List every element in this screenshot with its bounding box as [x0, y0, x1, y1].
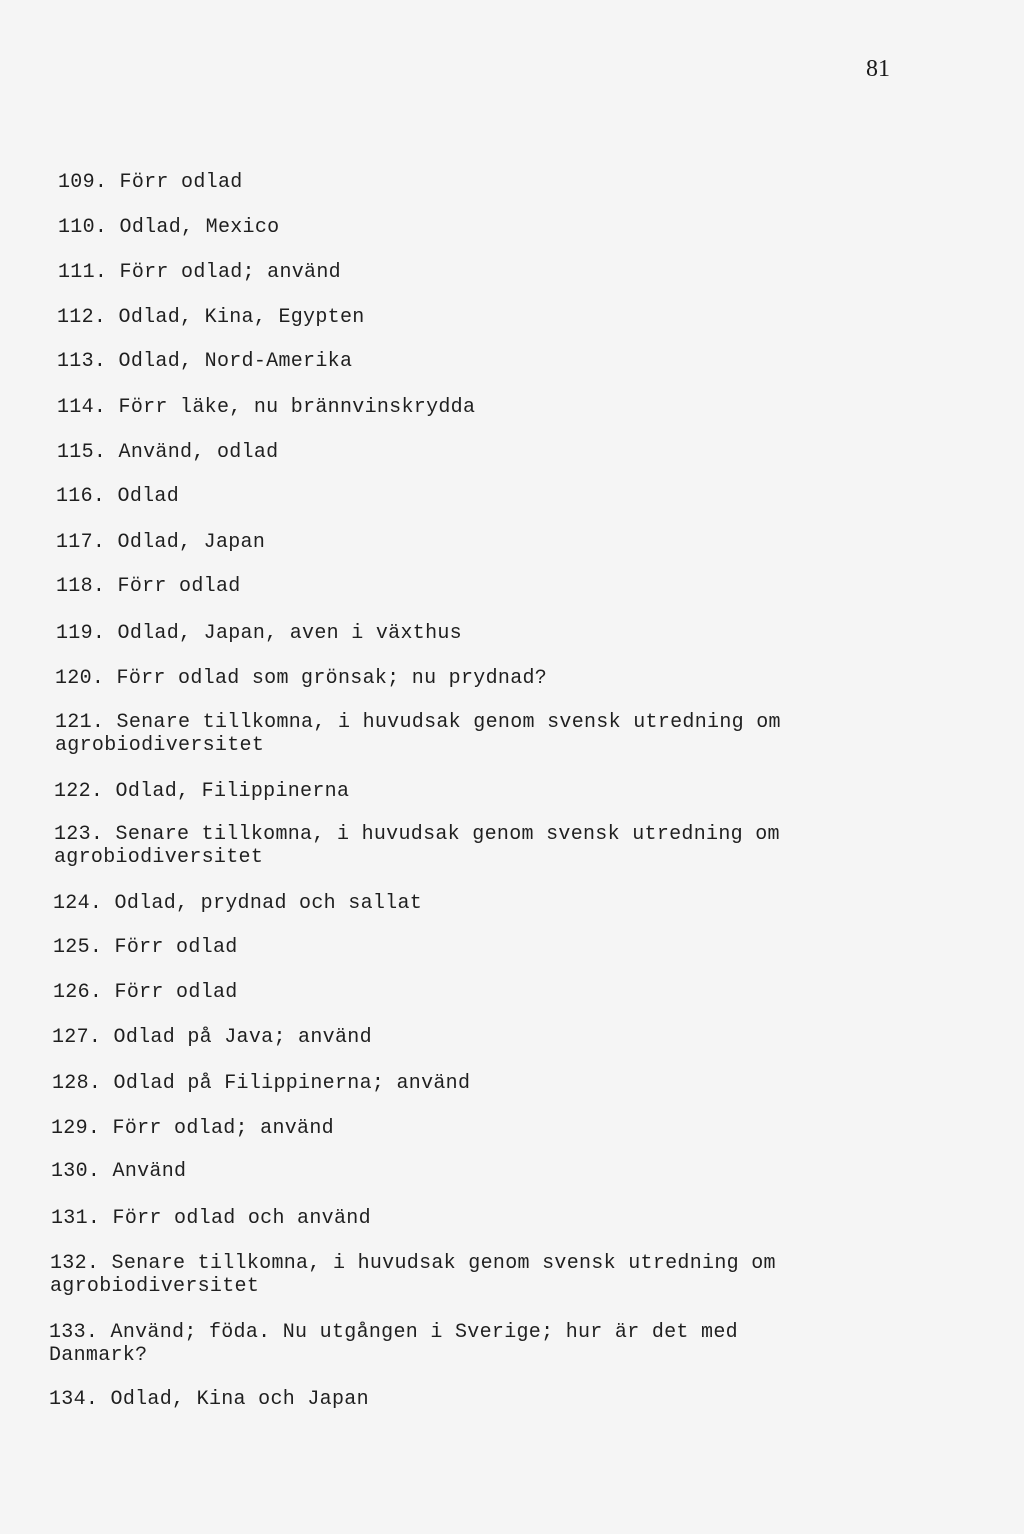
item-text-continued: agrobiodiversitet: [50, 1275, 260, 1298]
list-item: [56, 485, 179, 508]
item-number: 120.: [55, 667, 105, 690]
list-item: [58, 171, 243, 194]
list-item: [56, 531, 265, 554]
item-number: 119.: [56, 622, 106, 645]
item-number: 113.: [57, 350, 107, 373]
list-item: [51, 1117, 334, 1140]
item-text: Förr odlad: [114, 981, 238, 1004]
item-number: 122.: [54, 780, 104, 803]
list-item: [49, 1321, 738, 1367]
item-text: Använd; föda. Nu utgången i Sverige; hur är det med: [110, 1321, 738, 1344]
item-text-continued: Danmark?: [49, 1344, 148, 1367]
item-text: Odlad, Japan: [117, 531, 266, 554]
list-item: [55, 711, 781, 757]
item-number: 124.: [53, 892, 103, 915]
list-item: [53, 981, 238, 1004]
item-text: Förr odlad: [114, 936, 238, 959]
list-item: [53, 936, 238, 959]
item-number: 110.: [58, 216, 108, 239]
item-text: Odlad: [117, 485, 180, 508]
item-number: 109.: [58, 171, 108, 194]
item-number: 127.: [52, 1026, 102, 1049]
item-number: 134.: [49, 1388, 99, 1411]
item-number: 112.: [57, 306, 107, 329]
list-item: [51, 1160, 186, 1183]
item-number: 132.: [50, 1252, 100, 1275]
list-item: [57, 396, 475, 419]
item-text: Förr odlad och använd: [112, 1207, 371, 1230]
item-number: 118.: [56, 575, 106, 598]
list-item: [52, 1026, 372, 1049]
item-text-continued: agrobiodiversitet: [54, 846, 264, 869]
item-text: Odlad på Filippinerna; använd: [113, 1072, 471, 1095]
item-number: 125.: [53, 936, 103, 959]
page-number: 81: [866, 56, 890, 82]
list-item: [54, 823, 780, 869]
list-item: [49, 1388, 369, 1411]
list-item: [58, 216, 279, 239]
item-text: Senare tillkomna, i huvudsak genom svensk utredning om: [116, 711, 781, 734]
item-number: 126.: [53, 981, 103, 1004]
item-text: Odlad, Kina, Egypten: [118, 306, 365, 329]
item-text: Odlad på Java; använd: [113, 1026, 372, 1049]
list-item: [57, 441, 278, 464]
item-text: Använd: [112, 1160, 187, 1183]
item-number: 114.: [57, 396, 107, 419]
item-text: Förr läke, nu brännvinskrydda: [118, 396, 476, 419]
item-number: 121.: [55, 711, 105, 734]
item-text: Odlad, Kina och Japan: [110, 1388, 369, 1411]
list-item: [52, 1072, 470, 1095]
item-number: 133.: [49, 1321, 99, 1344]
item-number: 111.: [58, 261, 108, 284]
item-number: 123.: [54, 823, 104, 846]
item-number: 130.: [51, 1160, 101, 1183]
item-text: Förr odlad; använd: [119, 261, 341, 284]
list-item: [55, 667, 547, 690]
item-text: Odlad, Nord-Amerika: [118, 350, 353, 373]
item-text: Förr odlad: [117, 575, 241, 598]
list-item: [51, 1207, 371, 1230]
item-text-continued: agrobiodiversitet: [55, 734, 265, 757]
list-item: [56, 622, 462, 645]
item-text: Senare tillkomna, i huvudsak genom svensk utredning om: [115, 823, 780, 846]
item-text: Odlad, prydnad och sallat: [114, 892, 423, 915]
list-item: [54, 780, 349, 803]
item-number: 116.: [56, 485, 106, 508]
list-item: [53, 892, 422, 915]
item-text: Använd, odlad: [118, 441, 279, 464]
item-number: 128.: [52, 1072, 102, 1095]
item-text: Förr odlad som grönsak; nu prydnad?: [116, 667, 548, 690]
item-text: Odlad, Mexico: [119, 216, 280, 239]
list-item: [56, 575, 241, 598]
item-text: Förr odlad: [119, 171, 243, 194]
item-number: 129.: [51, 1117, 101, 1140]
item-text: Odlad, Filippinerna: [115, 780, 350, 803]
item-text: Senare tillkomna, i huvudsak genom svensk utredning om: [111, 1252, 776, 1275]
list-item: [57, 350, 352, 373]
item-text: Förr odlad; använd: [112, 1117, 334, 1140]
item-number: 131.: [51, 1207, 101, 1230]
list-item: [57, 306, 365, 329]
list-item: [50, 1252, 776, 1298]
item-number: 115.: [57, 441, 107, 464]
item-text: Odlad, Japan, aven i växthus: [117, 622, 462, 645]
item-number: 117.: [56, 531, 106, 554]
list-item: [58, 261, 341, 284]
